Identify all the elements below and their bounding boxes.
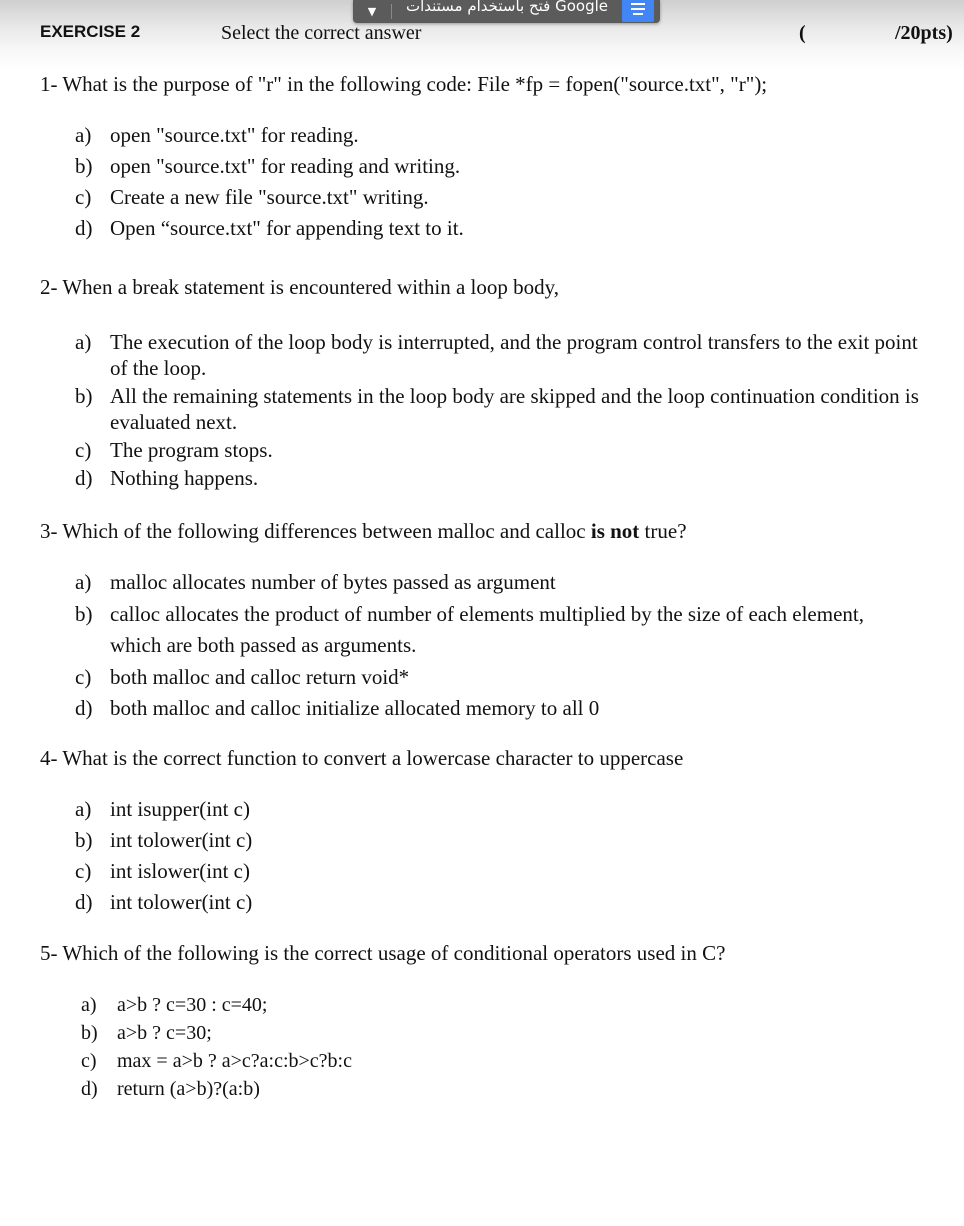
option-3b [75,599,880,662]
open-with-bar [353,0,660,23]
option-letter: b) [75,154,93,178]
option-4d [75,887,252,918]
option-4c [75,856,252,887]
option-letter: a) [75,570,92,594]
option-text: calloc allocates the product of number of elements multiplied by the size of each element, which are both passed as arguments. [110,601,864,657]
exercise-title: EXERCISE 2 [40,22,141,41]
points-label: /20pts) [895,22,953,44]
question-1-options [75,120,464,244]
option-letter: d) [81,1078,98,1100]
option-text: int islower(int c) [110,859,250,883]
option-2a [75,329,925,381]
question-1: 1- What is the purpose of "r" in the following code: File *fp = fopen("source.txt", "r"); [40,72,768,96]
question-3-text-end: true? [639,519,687,543]
option-letter: c) [75,664,92,689]
option-3a [75,567,880,599]
option-2b [75,383,925,435]
option-2c [75,437,925,463]
option-letter: d) [75,696,93,720]
option-letter: c) [81,1050,97,1072]
option-1d [75,213,464,244]
question-5: 5- Which of the following is the correct usage of conditional operators used in C? [40,941,726,965]
option-letter: c) [75,438,92,462]
option-text: Nothing happens. [110,466,259,490]
option-text: Create a new file "source.txt" writing. [110,185,429,209]
option-text: a>b ? c=30 : c=40; [117,994,268,1016]
option-letter: d) [75,216,93,240]
option-letter: a) [75,123,92,147]
option-text: int isupper(int c) [110,797,250,821]
option-text: max = a>b ? a>c?a:c:b>c?b:c [117,1050,352,1072]
option-text: The execution of the loop body is interrupted, and the program control transfers to the exit point of the loop. [110,330,918,380]
option-text: malloc allocates number of bytes passed as argument [110,570,556,594]
question-3-text: 3- Which of the following differences between malloc and calloc [40,519,591,543]
exercise-header [0,22,964,46]
option-letter: b) [75,828,93,852]
question-3-emphasis: is not [590,519,640,543]
option-text: open "source.txt" for reading and writing. [110,154,461,178]
option-letter: c) [75,859,92,883]
option-letter: c) [75,185,92,209]
option-letter: b) [81,1022,98,1044]
option-text: int tolower(int c) [110,828,253,852]
option-5b [81,1019,352,1047]
option-text: open "source.txt" for reading. [110,123,359,147]
option-letter: b) [75,601,93,626]
option-letter: d) [75,890,93,914]
option-text: both malloc and calloc return void* [110,664,410,689]
option-text: int tolower(int c) [110,890,253,914]
question-5-options [81,991,352,1103]
option-text: The program stops. [110,438,273,462]
option-letter: a) [81,994,97,1016]
option-2d [75,465,925,491]
option-text: All the remaining statements in the loop body are skipped and the loop continuation condition is evaluated next. [110,384,919,434]
google-docs-icon[interactable] [622,0,654,22]
option-text: a>b ? c=30; [117,1022,212,1044]
option-letter: a) [75,330,92,354]
option-text: return (a>b)?(a:b) [117,1078,260,1100]
option-letter: a) [75,797,92,821]
option-text: both malloc and calloc initialize allocated memory to all 0 [110,696,600,720]
option-text: Open “source.txt" for appending text to it. [110,216,464,240]
option-3c [75,662,880,694]
question-2: 2- When a break statement is encountered within a loop body, [40,275,560,299]
option-3d [75,693,880,725]
open-with-google-docs-button[interactable]: فتح باستخدام مستندات Google [405,0,609,15]
instruction-text: Select the correct answer [221,22,422,44]
question-4: 4- What is the correct function to convert a lowercase character to uppercase [40,746,684,770]
option-1b [75,151,464,182]
question-4-options [75,794,252,918]
option-letter: b) [75,384,93,408]
option-5c [81,1047,352,1075]
option-letter: d) [75,466,93,490]
option-5a [81,991,352,1019]
option-5d [81,1075,352,1103]
question-3 [40,519,687,544]
option-4b [75,825,252,856]
question-2-options [75,329,925,491]
option-4a [75,794,252,825]
open-paren: ( [799,22,806,44]
option-1c [75,182,464,213]
option-1a [75,120,464,151]
caret-down-icon[interactable]: ▼ [367,5,377,18]
question-3-options [75,567,880,725]
